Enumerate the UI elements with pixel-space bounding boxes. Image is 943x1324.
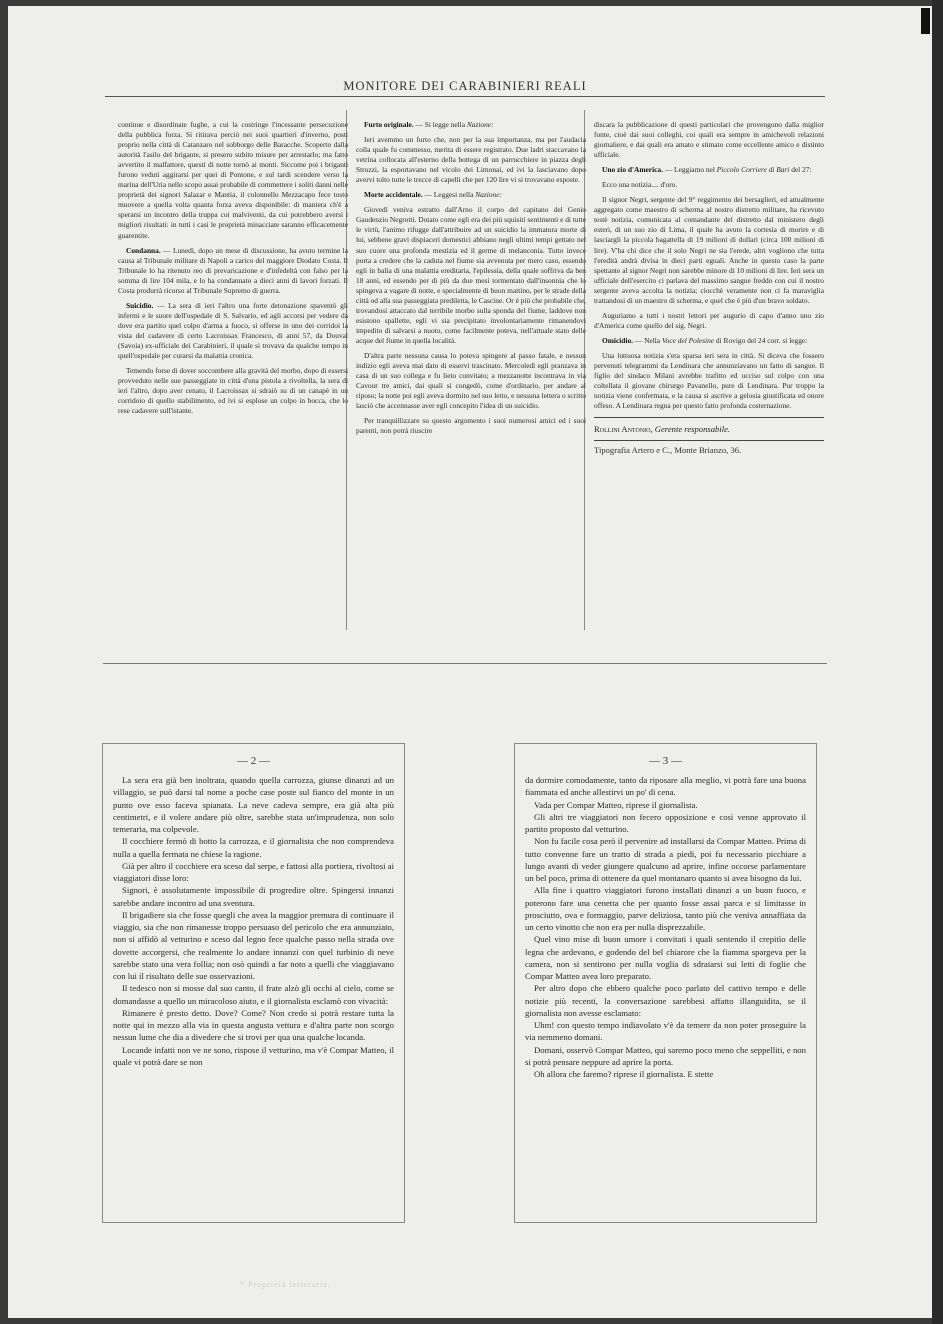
- article-furto-heading: [356, 120, 586, 130]
- article-paragraph: Giovedì veniva estratto dall'Arno il corpo del capitano del Genio Gaudenzio Negrotti. Dotato come egli era dei più squisiti sentimenti e di tutte le virtù, l'animo rifugge dall'attribuire ad un suicidio la immatura morte di lui, sebbene gravi dispiaceri domestici abbiano negli ultimi tempi gettato nel suo cuore una profonda mestizia ed il germe di melanconia. Tutto invece porta a credere che la caduta nel fiume sia avvenuta per mero caso, essendo egli in balìa di una malattia ereditaria, l'epilessia, della quale soffriva da ben 18 anni, ed essendo per di più da due mesi tormentato dall'insonnia che lo spingeva a vagare di notte, e specialmente di buon mattino, per le strade della città od alla sua passeggiata prediletta, le Cascine. Or è più che probabile che, trovandosi attaccato dal terribile morbo sulla sponda del fiume, laddove non esistono spallette, egli vi sia precipitato involontariamente rimanendovi impedito di salvarsi a nuoto, come facilmente poteva, nell'attuale stato delle acque del fiume in quella località.: [356, 205, 586, 345]
- masthead-rule: [105, 96, 825, 97]
- story-paragraph: Domani, osservò Compar Matteo, qui saremo poco meno che seppelliti, e non si potrà pensare neppure ad aprire la porta.: [525, 1044, 806, 1067]
- feuilleton-text: [113, 774, 394, 1068]
- article-paragraph: discara la pubblicazione di questi particolari che provengono dalla miglior fonte, cioè dai suoi colleghi, coi quali era sempre in amichevoli relazioni giornaliere, e dai quali era amato e stimato come eccellente amico e distinto ufficiale.: [594, 120, 824, 160]
- source-name: Piccolo Corriere di Bari: [716, 165, 790, 175]
- story-paragraph: Signori, è assolutamente impossibile di progredire oltre. Spingersi innanzi sarebbe andare incontro ad una sventura.: [113, 885, 394, 908]
- section-divider: [103, 663, 827, 664]
- article-body: — La sera di ieri l'altro una forte detonazione spaventò gli infermi e le suore dell'ospedale di S. Salvario, ed agli accorsi per vedere da dove era partito quel colpo d'arma a fuoco, si offerse in uno dei corridoi la vista del cadavere di certo Lacroissax Francesco, di anni 57, da Douval (Savoia) ex-ufficiale dei Carabinieri, il quale si trovava da qualche tempo in quell'ospedale per curarsi da malattia cronica.: [118, 300, 348, 361]
- article-condanna: [118, 246, 348, 296]
- article-heading: Suicidio.: [126, 300, 154, 310]
- editor-role: Gerente responsabile.: [652, 424, 731, 435]
- article-paragraph: Una luttuosa notizia s'era sparsa ieri sera in città. Si diceva che fossero pervenuti telegrammi da Lendinara che annunziavano un fatto di sangue. Il figlio del sindaco Milani avrebbe trafitto ed ucciso sul colpo con una coltellata il giovane chirurgo Pavanello, pure di Lendinara. Pur troppo la notizia viene confermata, e la causa si ascrive a gelosia giustificata ed onore offeso. A Lendinara regna per questo fatto profonda costernazione.: [594, 350, 824, 411]
- signature-rule: [594, 440, 824, 441]
- story-paragraph: Oh allora che faremo? riprese il giornalista. E stette: [534, 1069, 714, 1079]
- article-paragraph: Ecco una notizia.... d'oro.: [602, 180, 678, 190]
- article-heading: Furto originale.: [364, 120, 414, 129]
- column-1: [118, 120, 348, 421]
- editor-name: Rollini Antonio,: [594, 424, 653, 435]
- story-paragraph: La sera era già ben inoltrata, quando quella carrozza, giunse dinanzi ad un villaggio, se può darsi tal nome a poche case poste sul fianco del monte in un punto ove esso faceva spianata. La neve cadeva sempre, era già alta più centimetri, e il volere andare più oltre, sarebbe stata un'imprudenza, non solo temeraria, ma colpevole.: [113, 775, 394, 834]
- article-source: — Si legge nella: [413, 120, 467, 129]
- article-source: — Nella: [633, 335, 662, 345]
- article-heading: Uno zio d'America.: [602, 165, 663, 175]
- story-paragraph: Alla fine i quattro viaggiatori furono installati dinanzi a un buon fuoco, e poterono fare una cenetta che per quanto fosse assai parca e si limitasse in prosciutto, ova e formaggio, parve deliziosa, tanto più che veniva annaffiata da un certo vinotto che non era per nulla disprezzabile.: [525, 885, 806, 932]
- article-heading: Morte accidentale.: [364, 190, 423, 200]
- article-suicidio: [118, 301, 348, 361]
- article-morte-heading: [356, 190, 586, 200]
- column-3: [594, 120, 824, 455]
- feuilleton-page-left: [102, 743, 405, 1223]
- feuilleton-page-right: [514, 743, 817, 1223]
- printer-imprint: Tipografia Artero e C., Monte Brianzo, 36.: [594, 445, 742, 456]
- story-paragraph: Rimanere è presto detto. Dove? Come? Non credo si potrà restare tutta la notte qui in mezzo alla via in questa angusta vettura e d'altra parte non scorgo nessun lume che dia a divedere che si trovi per qua una qualche locanda.: [113, 1007, 394, 1043]
- article-body: — Lunedì, dopo un mese di discussione, ha avuto termine la causa al Tribunale militare di Napoli a carico del maggiore Diodato Costa. Il Tribunale lo ha ritenuto reo di prevaricazione e d'infedeltà con falso per la somma di lire 104 mila, e lo ha condannato a dieci anni di lavori forzati. Il Costa produrrà ricorso al Tribunale Supremo di guerra.: [118, 245, 348, 295]
- story-paragraph: Il brigadiere sia che fosse quegli che avea la maggior premura di continuare il viaggio, sia che non rimanesse troppo persuaso del pericolo che era annunziato, non si affidò al vetturino e sceso dal legno fece qualche passo nella strada ove dovette accorgersi, che realmente lo andare innanzi con quel turbinio di neve sarebbe stato una vera follia; non osò quindi a far noto a quelli che viaggiavano con lui il risultato delle sue osservazioni.: [113, 909, 394, 981]
- article-paragraph: Il signor Negri, sergente del 9° reggimento dei bersaglieri, ed attualmente aggregato come maestro di scherma al nostro distretto militare, ha ricevuto testè notizia, comunicata al comandante del distretto dal ministero degli esteri, di un suo zio di Lima, il quale ha avuto la cortesia di morire e di lasciargli la piccola bagattella di 19 milioni di dollari (circa 100 milioni di lire). V'ha chi dice che il solo Negri ne sia l'erede, altri vogliono che tutta l'eredità andrà divisa in dieci parti eguali. Anche in questo caso la parte spettante al signor Negri non sarebbe minore di 10 milioni di lire. Ieri sera un ufficiale dell'esercito ci parlava del massimo sangue freddo con cui il nostro sergente aveva accolta la notizia; ciocchè veramente non ci fa maraviglia trattandosi di un maestro di scherma, e quel che è più d'un bravo soldato.: [594, 195, 824, 305]
- column-2: [356, 120, 586, 441]
- article-paragraph: Temendo forse di dover soccombere alla gravità del morbo, dopo di essersi provveduto nelle sue passeggiate in città d'una pistola a rivoltella, la sera di ieri l'altro, dopo aver cenato, il Lacroissax si sdraiò su di un canapè in un corridoio di quello stabilimento, ed ivi si esplose un colpo in bocca, che lo rese cadavere sull'istante.: [118, 366, 348, 416]
- story-paragraph: Il cocchiere fermò di botto la carrozza, e il giornalista che non comprendeva nulla a quella fermata ne chiese la ragione.: [113, 836, 394, 859]
- signature-rule: [594, 417, 824, 418]
- article-paragraph: continue e disordinate fughe, a cui la costringe l'incessante persecuzione della pubblica forza. Si ritirava perciò nei suoi quartieri d'inverno, posti proprio nella città di Catanzaro nel sobborgo delle Baracche. Scoperto dalla autorità l'asilo del brigante, si presero subito misure per arrestarlo; ma fatto avvertito il malfattore, questi di notte tornò ai monti. Siccome poi i briganti furono veduti aggirarsi per quei di Pontone, e sul tardi scendere verso la marina dell'Uria nello scopo assai probabile di commettere i soliti danni nelle proprietà dei signori Salazar e Mantia, il colonnello Mezzacapo fece tosto muovere a quella volta quanta forza aveva disponibile: di maniera ch'è a sperarsi un incontro della truppa coi malviventi, da cui potrebbero aversi i migliori risultati: in tutti i casi le proprietà minacciate saranno efficacemente guarentite.: [118, 120, 348, 240]
- feuilleton-text: [525, 774, 806, 1080]
- story-paragraph: da dormire comodamente, tanto da riposare alla meglio, vi potrà fare una buona fiammata ed anche allestirvi un po' di cena.: [525, 775, 806, 798]
- article-paragraph: Auguriamo a tutti i nostri lettori per augurio di capo d'anno uno zio d'America come quello del sig. Negri.: [594, 310, 824, 330]
- story-paragraph: Quel vino mise di buon umore i convitati i quali sentendo il crepitìo delle legna che ardevano, e godendo del bel chiarore che la fiamma spargeva per la camera, non si sentirono per nulla voglia di sdraiarsi sui letti di foglie che Compar Matteo avea loro preparato.: [525, 934, 806, 981]
- article-zio-heading: [594, 165, 824, 175]
- article-paragraph: Per tranquillizzare su questo argomento i suoi numerosi amici ed i suoi parenti, non potrà riuscire: [356, 416, 586, 436]
- scanner-edge: [932, 0, 943, 1324]
- story-paragraph: Già per altro il cocchiere era sceso dal serpe, e fattosi alla portiera, rivoltosi ai viaggiatori disse loro:: [113, 860, 394, 883]
- source-name: Nazione:: [475, 190, 502, 200]
- story-paragraph: Gli altri tre viaggiatori non fecero opposizione e così venne approvato il partito proposto dal vetturino.: [525, 811, 806, 834]
- story-paragraph: Non fu facile cosa però il pervenire ad installarsi da Compar Matteo. Prima di tutto convenne fare un tratto di strada a piedi, poi fu necessario picchiare a lungo avanti di veder giungere qualcuno ad aprire, infine occorse parlamentare un bel poco, prima di ottenere da quel montanaro quanto si avea bisogno da lui.: [525, 836, 806, 883]
- bleed-through-text: * Proprietà letteraria.: [240, 1280, 331, 1289]
- article-heading: Condanna.: [126, 245, 161, 255]
- story-paragraph: Il tedesco non si mosse dal suo canto, il frate alzò gli occhi al cielo, come se domandasse a quello un miracoloso aiuto, e il giornalista esclamò con vivacità:: [113, 983, 394, 1006]
- source-name: Voce del Polesine: [661, 335, 715, 345]
- article-source: — Leggiamo nel: [662, 165, 717, 175]
- article-source: — Leggesi nella: [422, 190, 476, 200]
- story-paragraph: Vada per Compar Matteo, riprese il giornalista.: [534, 799, 698, 810]
- page-number: — 2 —: [237, 755, 270, 767]
- masthead-title: MONITORE DEI CARABINIERI REALI: [343, 79, 587, 93]
- story-paragraph: Per altro dopo che ebbero qualche poco parlato del cattivo tempo e delle notizie più recenti, la conversazione sarebbesi affatto illanguidita, se il giornalista non avesse esclamato:: [525, 983, 806, 1018]
- source-name: Nazione:: [466, 120, 494, 129]
- editor-signature: [594, 424, 824, 434]
- article-paragraph: Ieri avemmo un furto che, non per la sua importanza, ma per l'audacia colla quale fu commesso, merita di essere registrato. Due ladri staccavano la vetrina collocata all'esterno della bottega di un parrucchiere in piazza degli Strozzi, la esportavano nel vicolo dei Limonai, ed ivi la lasciavano dopo avervi tolto tutte le trecce di capelli che per 120 lire vi si trovavano esposte.: [356, 135, 586, 185]
- article-source-tail: di Rovigo del 24 corr. si legge:: [714, 335, 808, 345]
- scan-corner-mark: [921, 8, 930, 34]
- page-number: — 3 —: [649, 755, 682, 767]
- article-source-tail: del 27:: [789, 165, 812, 175]
- article-paragraph: D'altra parte nessuna causa lo poteva spingere al passo fatale, e nessun indizio egli aveva mai dato di esservi trascinato. Mercoledì egli pranzava in casa di un suo collega e fu lieto convitato; a mezzanotte incontrava in via Cavour tre amici, dai quali si congedò, come d'ordinario, per andare al riposo; la notte poi egli aveva dormito nel suo letto, e nessuna lettera o scritto lasciò che accennasse aver egli concepito l'idea di un suicidio.: [356, 350, 586, 411]
- story-paragraph: Uhm! con questo tempo indiavolato v'è da temere da non poter proseguire la via nemmeno domani.: [525, 1020, 806, 1043]
- article-omicidio-heading: [594, 336, 824, 346]
- article-heading: Omicidio.: [602, 335, 633, 345]
- story-paragraph: Locande infatti non ve ne sono, rispose il vetturino, ma v'è Compar Matteo, il quale vi potrà dare se non: [113, 1044, 394, 1067]
